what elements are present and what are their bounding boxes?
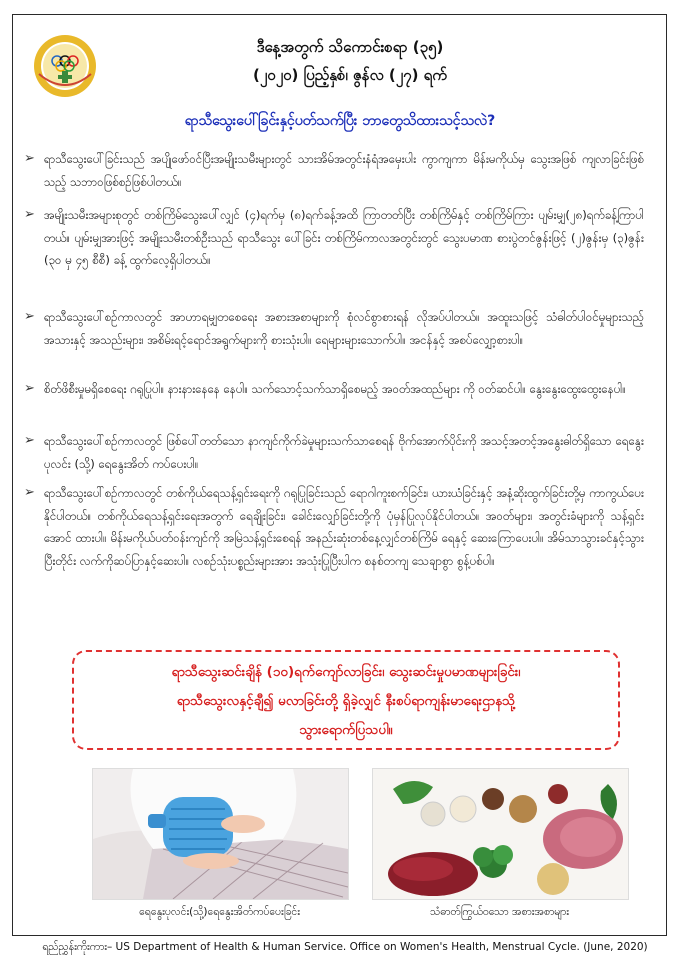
header-title-line1: ဒီနေ့အတွက် သိကောင်းစရာ (၃၅) xyxy=(256,38,444,56)
iron-rich-foods-photo xyxy=(372,768,629,900)
left-image-caption: ရေနွေးပုလင်း(သို့)ရေနွေးအိတ်ကပ်ပေးခြင်း xyxy=(139,906,300,918)
bullet-text: စိတ်ဖိစီးမှုမရှိစေရေး ဂရုပြုပါ။ နားနားနေနေ နေပါ။ သက်သောင့်သက်သာရှိစေမည့် အဝတ်အထည်များ ကို ဝတ်ဆင်ပါ။ နွေးနွေးထွေးထွေးနေပါ။ xyxy=(44,382,626,396)
arrow-bullet-icon: ➢ xyxy=(24,485,35,500)
arrow-bullet-icon: ➢ xyxy=(24,151,35,166)
warning-line-2: ရာသီသွေးလနှင့်ချီ၍ မလာခြင်းတို့ ရှိခဲ့လျှင် နီးစပ်ရာကျန်းမာရေးဌာနသို့ xyxy=(176,693,516,709)
arrow-bullet-icon: ➢ xyxy=(24,207,35,222)
ministry-logo xyxy=(33,34,97,98)
bullet-text: ရာသီသွေးပေါ်စဉ်ကာလတွင် ဖြစ်ပေါ်တတ်သော နာကျင်ကိုက်ခဲမှုများသက်သာစေရန် ဗိုက်အောက်ပိုင်းကို အသင့်အတင့်အနွေးဓါတ်ရှိသော ရေနွေးပုလင်း (သို့) ရေနွေးအိတ် ကပ်ပေးပါ။ xyxy=(44,434,644,471)
warning-line-3: သွားရောက်ပြသပါ။ xyxy=(299,722,393,738)
bullet-text: ရာသီသွေးပေါ်စဉ်ကာလတွင် အာဟာရမျှတစေရေး အစားအစာများကို စုံလင်စွာစားရန် လိုအပ်ပါတယ်။ အထူးသဖြင့် သံဓါတ်ပါဝင်မှုများသည့် အသားနှင့် အသည်းများ၊ အစိမ်းရင့်ရောင်အရွက်များကို စားသုံးပါ။ ရေများများသောက်ပါ။ အငန်နှင့် အစပ်လျှော့စားပါ။ xyxy=(44,310,644,347)
header-title-line2: (၂၀၂၀) ပြည့်နှစ်၊ ဇွန်လ (၂၇) ရက် xyxy=(253,66,447,84)
reference-source: ရည်ညွှန်းကိုးကား– US Department of Health & Human Service. Office on Women's Health, Menstrual Cycle. (June, 2020) xyxy=(42,941,648,953)
warning-box xyxy=(72,650,620,750)
arrow-bullet-icon: ➢ xyxy=(24,433,35,448)
arrow-bullet-icon: ➢ xyxy=(24,309,35,324)
right-image-caption: သံဓာတ်ကြွယ်ဝသော အစားအစာများ xyxy=(430,906,569,918)
hot-water-bottle-photo xyxy=(92,768,349,900)
bullet-text: ရာသီသွေးပေါ်ခြင်းသည် အပျိုဖော်ဝင်ပြီးအမျိုးသမီးများတွင် သားအိမ်အတွင်းနံရံအမှေးပါး ကွာကျကာ မိန်းမကိုယ်မှ သွေးအဖြစ် ကျလာခြင်းဖြစ်သည့် သဘာဝဖြစ်စဉ်ဖြစ်ပါတယ်။ xyxy=(44,152,644,189)
warning-line-1: ရာသီသွေးဆင်းချိန် (၁၀)ရက်ကျော်လာခြင်း၊ သွေးဆင်းမှုပမာဏများခြင်း၊ xyxy=(171,664,521,680)
arrow-bullet-icon: ➢ xyxy=(24,381,35,396)
bullet-text: ရာသီသွေးပေါ်စဉ်ကာလတွင် တစ်ကိုယ်ရေသန့်ရှင်းရေးကို ဂရုပြုခြင်းသည် ရောဂါကူးစက်ခြင်း၊ ယားယံခြင်းနှင့် အနံ့ဆိုးထွက်ခြင်းတို့မှ ကာကွယ်ပေးနိုင်ပါတယ်။ တစ်ကိုယ်ရေသန့်ရှင်းရေးအတွက် ရေချိုးခြင်း၊ ခေါင်းလျှော်ခြင်းတို့ကို ပုံမှန်ပြုလုပ်နိုင်ပါတယ်။ အဝတ်များ၊ အတွင်းခံများကို သန့်ရှင်းအောင် ထားပါ။ မိန်းမကိုယ်ပတ်ဝန်းကျင်ကို အမြဲသန့်ရှင်းစေရန် အနည်းဆုံးတစ်နေ့လျှင်တစ်ကြိမ် ရေနှင့် ဆေးကြောပေးပါ။ အိမ်သာသွားခင်နှင့်သွားပြီးတိုင်း လက်ကိုဆပ်ပြာနှင့်ဆေးပါ။ လစဉ်သုံးပစ္စည်းများအား အသုံးပြုပြီးပါက စနစ်တကျ သေချာစွာ စွန့်ပစ်ပါ။ xyxy=(44,486,644,568)
page-subtitle: ရာသီသွေးပေါ်ခြင်းနှင့်ပတ်သက်ပြီး ဘာတွေသိထားသင့်သလဲ? xyxy=(184,113,496,129)
bullet-text: အမျိုးသမီးအများစုတွင် တစ်ကြိမ်သွေးပေါ်လျှင် (၄)ရက်မှ (၈)ရက်ခန့်အထိ ကြာတတ်ပြီး တစ်ကြိမ်နှင့် တစ်ကြိမ်ကြား ပျမ်းမျှ(၂၈)ရက်ခန့်ကြာပါတယ်။ ပျမ်းမျှအားဖြင့် အမျိုးသမီးတစ်ဦးသည် ရာသီသွေး ပေါ်ခြင်း တစ်ကြိမ်ကာလအတွင်းတွင် သွေးပမာဏ စားပွဲတင်ဇွန်းဖြင့် (၂)ဇွန်းမှ (၃)ဇွန်း (၃၀ မှ ၄၅ စီစီ) ခန့် ထွက်လေ့ရှိပါတယ်။ xyxy=(44,208,644,267)
